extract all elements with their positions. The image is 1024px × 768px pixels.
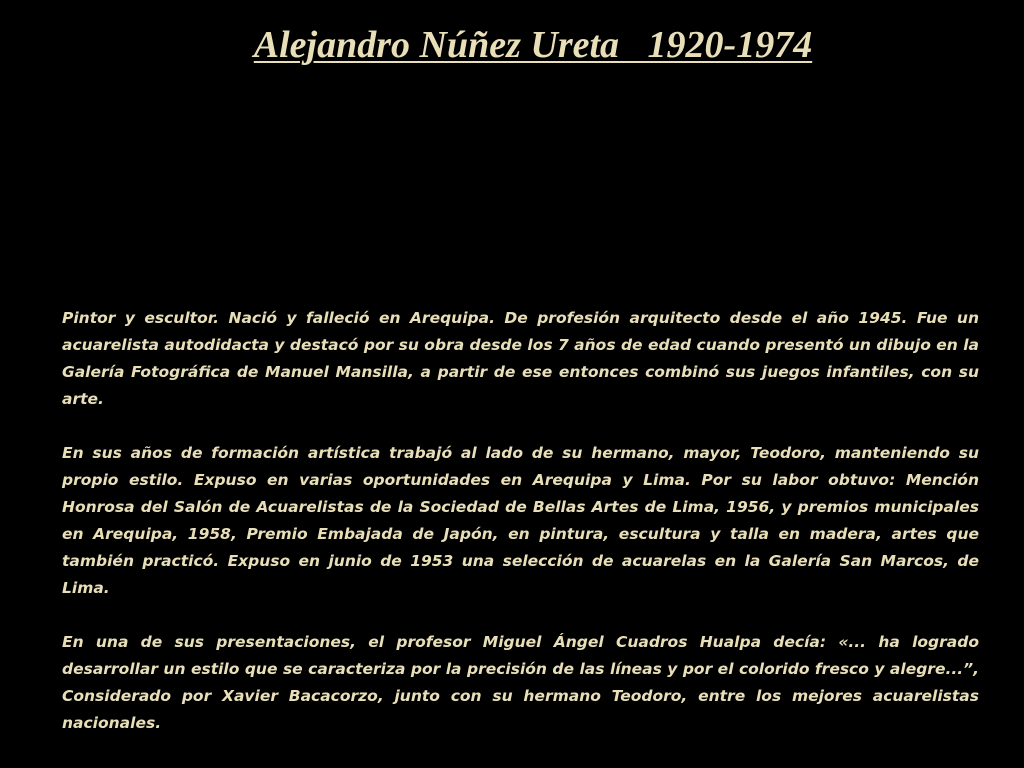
paragraph-formation: En sus años de formación artística trabajó al lado de su hermano, mayor, Teodoro, manteniendo su propio estilo. Expuso en varias oportunidades en Arequipa y Lima. Por su labor obtuvo: Mención Honrosa del Salón de Acuarelistas de la Sociedad de Bellas Artes de Lima, 1956, y premios municipales en Arequipa, 1958, Premio Embajada de Japón, en pintura, escultura y talla en madera, artes que también practicó. Expuso en junio de 1953 una selección de acuarelas en la Galería San Marcos, de Lima.	[62, 444, 979, 597]
paragraph-critique: En una de sus presentaciones, el profesor Miguel Ángel Cuadros Hualpa decía: «... ha logrado desarrollar un estilo que se caracteriza por la precisión de las líneas y por el colorido fresco y alegre...”, Considerado por Xavier Bacacorzo, junto con su hermano Teodoro, entre los mejores acuarelistas nacionales.	[62, 633, 979, 732]
paragraph-intro: Pintor y escultor. Nació y falleció en Arequipa. De profesión arquitecto desde el año 1945. Fue un acuarelista autodidacta y destacó por su obra desde los 7 años de edad cuando presentó un dibujo en la Galería Fotográfica de Manuel Mansilla, a partir de ese entonces combinó sus juegos infantiles, con su arte.	[62, 309, 979, 408]
slide-title: Alejandro Núñez Ureta 1920-1974	[253, 24, 813, 66]
biography-text	[62, 305, 979, 737]
